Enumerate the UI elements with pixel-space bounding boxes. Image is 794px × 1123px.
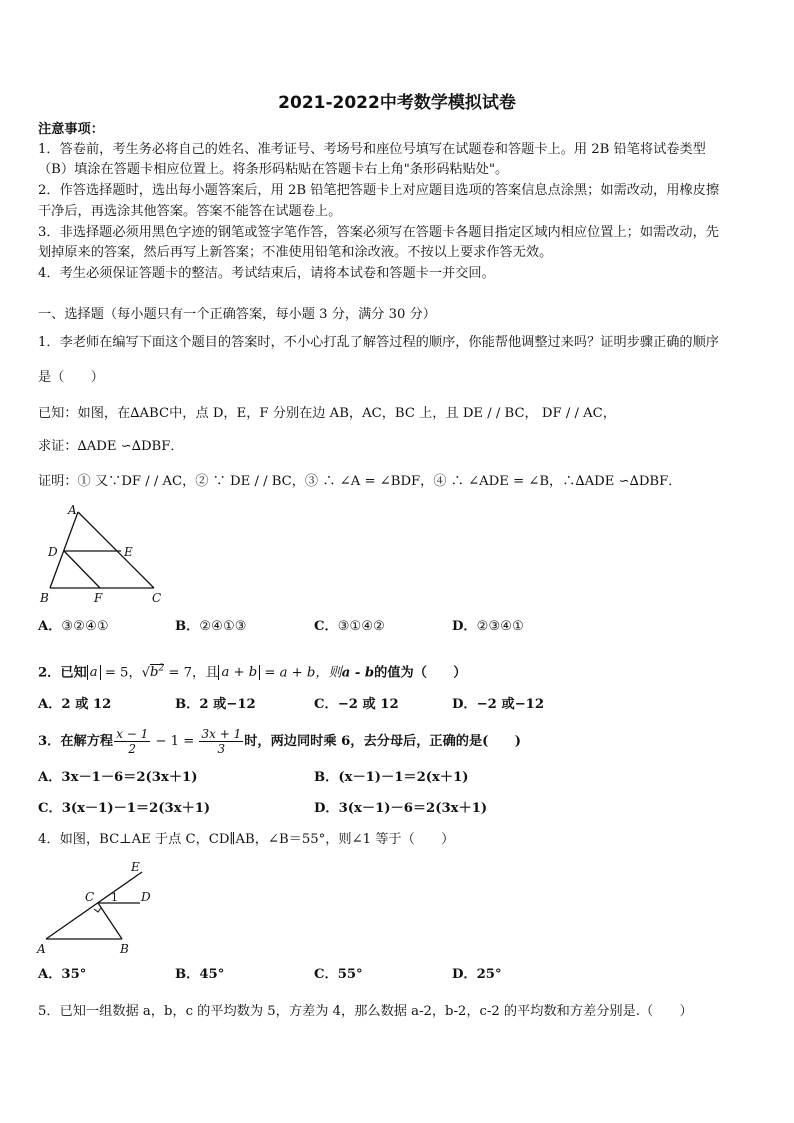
q4-option-b: B．45° [175, 967, 225, 982]
q2-option-d: D．−2 或−12 [452, 697, 545, 712]
q4-option-d: D．25° [452, 967, 502, 982]
notice-line: 1．答卷前，考生务必将自己的姓名、准考证号、考场号和座位号填写在试题卷和答题卡上。用 2B 铅笔将试卷类型 [38, 142, 706, 157]
fig-label-e: E [124, 545, 133, 559]
notice-line: （B）填涂在答题卡相应位置上。将条形码粘贴在答题卡右上角"条形码粘贴处"。 [38, 162, 509, 177]
q1-stem-cont: 是（ ） [38, 370, 104, 385]
fig-label-a: A [68, 503, 77, 517]
fig-label-c: C [85, 890, 95, 904]
q4-option-c: C．55° [314, 967, 363, 982]
fig-label-d: D [48, 545, 58, 559]
q1-option-c: C．③①④② [314, 619, 385, 634]
q3-stem: 3．在解方程 $\frac{x - 1}{2}$ − 1 = $\frac{3x + 1}{3}$ 时，两边同时乘 6，去分母后，正确的是( ) [38, 727, 522, 756]
notice-line: 干净后，再选涂其他答案。答案不能答在试题卷上。 [38, 204, 342, 219]
fig-label-b: B [120, 942, 129, 956]
section-heading: 一、选择题（每小题只有一个正确答案，每小题 3 分，满分 30 分） [38, 307, 436, 322]
q3-fraction-1: $\frac{x - 1}{2}$ [116, 727, 149, 756]
fig-label-f: F [94, 591, 103, 605]
q1-option-a: A．③②④① [38, 619, 109, 634]
notice-line: 4．考生必须保证答题卡的整洁。考试结束后，请将本试卷和答题卡一并交回。 [38, 266, 495, 281]
q2-option-b: B．2 或−12 [175, 697, 256, 712]
notice-line: 2．作答选择题时，选出每小题答案后，用 2B 铅笔把答题卡上对应题目选项的答案信息点涂黑；如需改动，用橡皮擦 [38, 183, 720, 198]
fig-label-e: E [131, 860, 140, 874]
q1-proof: 证明：① 又∵DF / / AC，② ∵ DE / / BC，③ ∴ ∠A = ∠BDF，④ ∴ ∠ADE = ∠B，∴∆ADE ∽∆DBF． [38, 474, 682, 489]
notice-line: 3．非选择题必须用黑色字迹的钢笔或签字笔作答，答案必须写在答题卡各题目指定区域内相应位置上；如需改动，先 [38, 225, 719, 240]
q2-option-a: A．2 或 12 [38, 697, 112, 712]
q2-option-c: C．−2 或 12 [314, 697, 399, 712]
angle-1-label: 1 [111, 891, 118, 904]
q2-stem: 2．已知 a = 5，$√b^2 = 7$，且 a + b = a + b，则a - b的值为（ ） [38, 664, 467, 681]
q1-prove: 求证：∆ADE ∽∆DBF． [38, 439, 184, 454]
notice-heading: 注意事项： [38, 122, 104, 137]
q1-triangle-figure [36, 502, 166, 608]
fig-label-c: C [152, 591, 162, 605]
q1-option-d: D．②③④① [452, 619, 524, 634]
q1-option-b: B．②④①③ [175, 619, 247, 634]
q4-angle-figure [34, 855, 164, 961]
q3-option-a: A．3x－1－6＝2(3x＋1) [38, 770, 198, 785]
q4-stem: 4．如图，BC⊥AE 于点 C，CD∥AB，∠B＝55°，则∠1 等于（ ） [38, 832, 455, 847]
fig-label-b: B [40, 591, 49, 605]
page-title: 2021-2022中考数学模拟试卷 [278, 93, 516, 113]
q3-option-c: C．3(x－1)－1＝2(3x＋1) [38, 801, 211, 816]
fig-label-d: D [141, 890, 151, 904]
sqrt-b2: $b^2$ [150, 664, 165, 681]
q5-stem: 5．已知一组数据 a，b，c 的平均数为 5，方差为 4，那么数据 a-2，b-2，c-2 的平均数和方差分别是.（ ） [38, 1004, 693, 1019]
q3-fraction-2: $\frac{3x + 1}{3}$ [201, 727, 242, 756]
q1-stem: 1．李老师在编写下面这个题目的答案时，不小心打乱了解答过程的顺序，你能帮他调整过来吗？证明步骤正确的顺序 [38, 335, 719, 350]
q4-option-a: A．35° [38, 967, 87, 982]
q3-option-b: B．(x－1)－1＝2(x＋1) [314, 770, 469, 785]
notice-line: 划掉原来的答案，然后再写上新答案；不准使用铅笔和涂改液。不按以上要求作答无效。 [38, 245, 553, 260]
q3-option-d: D．3(x－1)－6＝2(3x＋1) [314, 801, 488, 816]
fig-label-a: A [37, 942, 46, 956]
q1-given: 已知：如图，在∆ABC中，点 D，E，F 分别在边 AB，AC，BC 上，且 DE / / BC， DF / / AC， [38, 406, 616, 421]
